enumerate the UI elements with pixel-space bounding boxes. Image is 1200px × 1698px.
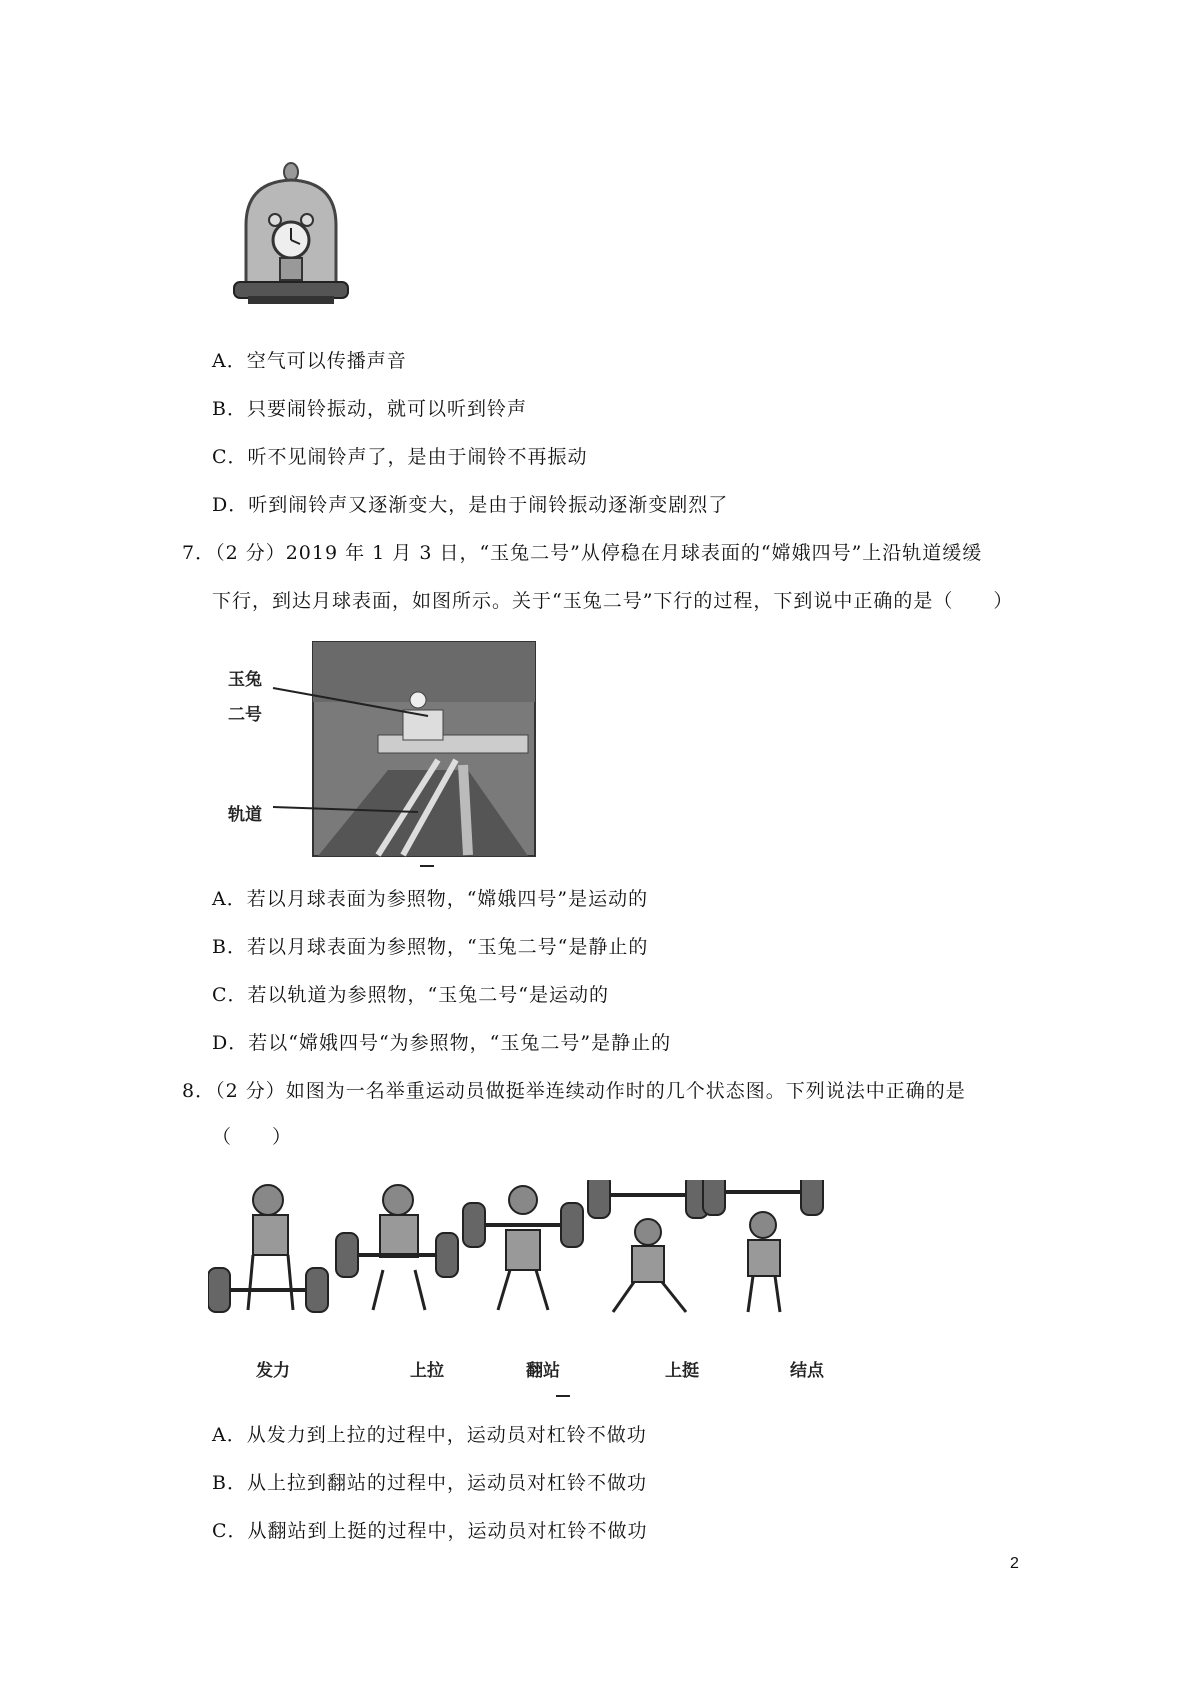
- stage-figure-3: [463, 1186, 583, 1310]
- stage-label-1: 发力: [256, 1361, 290, 1381]
- q7-stem-line2: 下行，到达月球表面，如图所示。关于“玉兔二号”下行的过程，下到说中正确的是（ ）: [212, 590, 1014, 612]
- q6-option-c: C．听不见闹铃声了，是由于闹铃不再振动: [212, 446, 588, 468]
- q7-option-d: D．若以“嫦娥四号“为参照物，“玉兔二号”是静止的: [212, 1032, 672, 1054]
- figure-divider: [556, 1395, 570, 1397]
- stage-figure-4: [588, 1180, 708, 1312]
- q8-option-b: B．从上拉到翻站的过程中，运动员对杠铃不做功: [212, 1472, 647, 1494]
- q7-option-a: A．若以月球表面为参照物，“嫦娥四号”是运动的: [212, 888, 649, 910]
- q6-option-a: A．空气可以传播声音: [212, 350, 407, 372]
- rover-figure: [228, 640, 548, 870]
- rover-photo: [228, 640, 548, 870]
- weightlifting-figure: [208, 1180, 908, 1340]
- stage-label-5: 结点: [790, 1361, 824, 1381]
- stage-label-2: 上拉: [410, 1361, 444, 1381]
- rover-label-line2: 二号: [228, 705, 262, 725]
- q8-option-a: A．从发力到上拉的过程中，运动员对杠铃不做功: [212, 1424, 647, 1446]
- q8-stem-line2: （ ）: [212, 1126, 293, 1148]
- bell-jar-figure: [228, 160, 368, 310]
- q7-option-b: B．若以月球表面为参照物，“玉兔二号“是静止的: [212, 936, 649, 958]
- stage-figure-2: [336, 1185, 458, 1310]
- rover-label-line1: 玉兔: [228, 670, 262, 690]
- q6-option-d: D．听到闹铃声又逐渐变大，是由于闹铃振动逐渐变剧烈了: [212, 494, 729, 516]
- page-number: 2: [1010, 1555, 1019, 1572]
- stage-figure-1: [208, 1185, 328, 1312]
- stage-label-4: 上挺: [665, 1361, 699, 1381]
- q7-option-c: C．若以轨道为参照物，“玉兔二号“是运动的: [212, 984, 609, 1006]
- q8-option-c: C．从翻站到上挺的过程中，运动员对杠铃不做功: [212, 1520, 648, 1542]
- stage-figure-5: [703, 1180, 823, 1312]
- stage-label-3: 翻站: [526, 1361, 560, 1381]
- track-label: 轨道: [228, 805, 262, 825]
- q7-stem-line1: 7．（2 分）2019 年 1 月 3 日，“玉兔二号”从停稳在月球表面的“嫦娥四号”上沿轨道缓缓: [182, 542, 983, 564]
- q6-option-b: B．只要闹铃振动，就可以听到铃声: [212, 398, 527, 420]
- q8-stem-line1: 8．（2 分）如图为一名举重运动员做挺举连续动作时的几个状态图。下列说法中正确的是: [182, 1080, 966, 1102]
